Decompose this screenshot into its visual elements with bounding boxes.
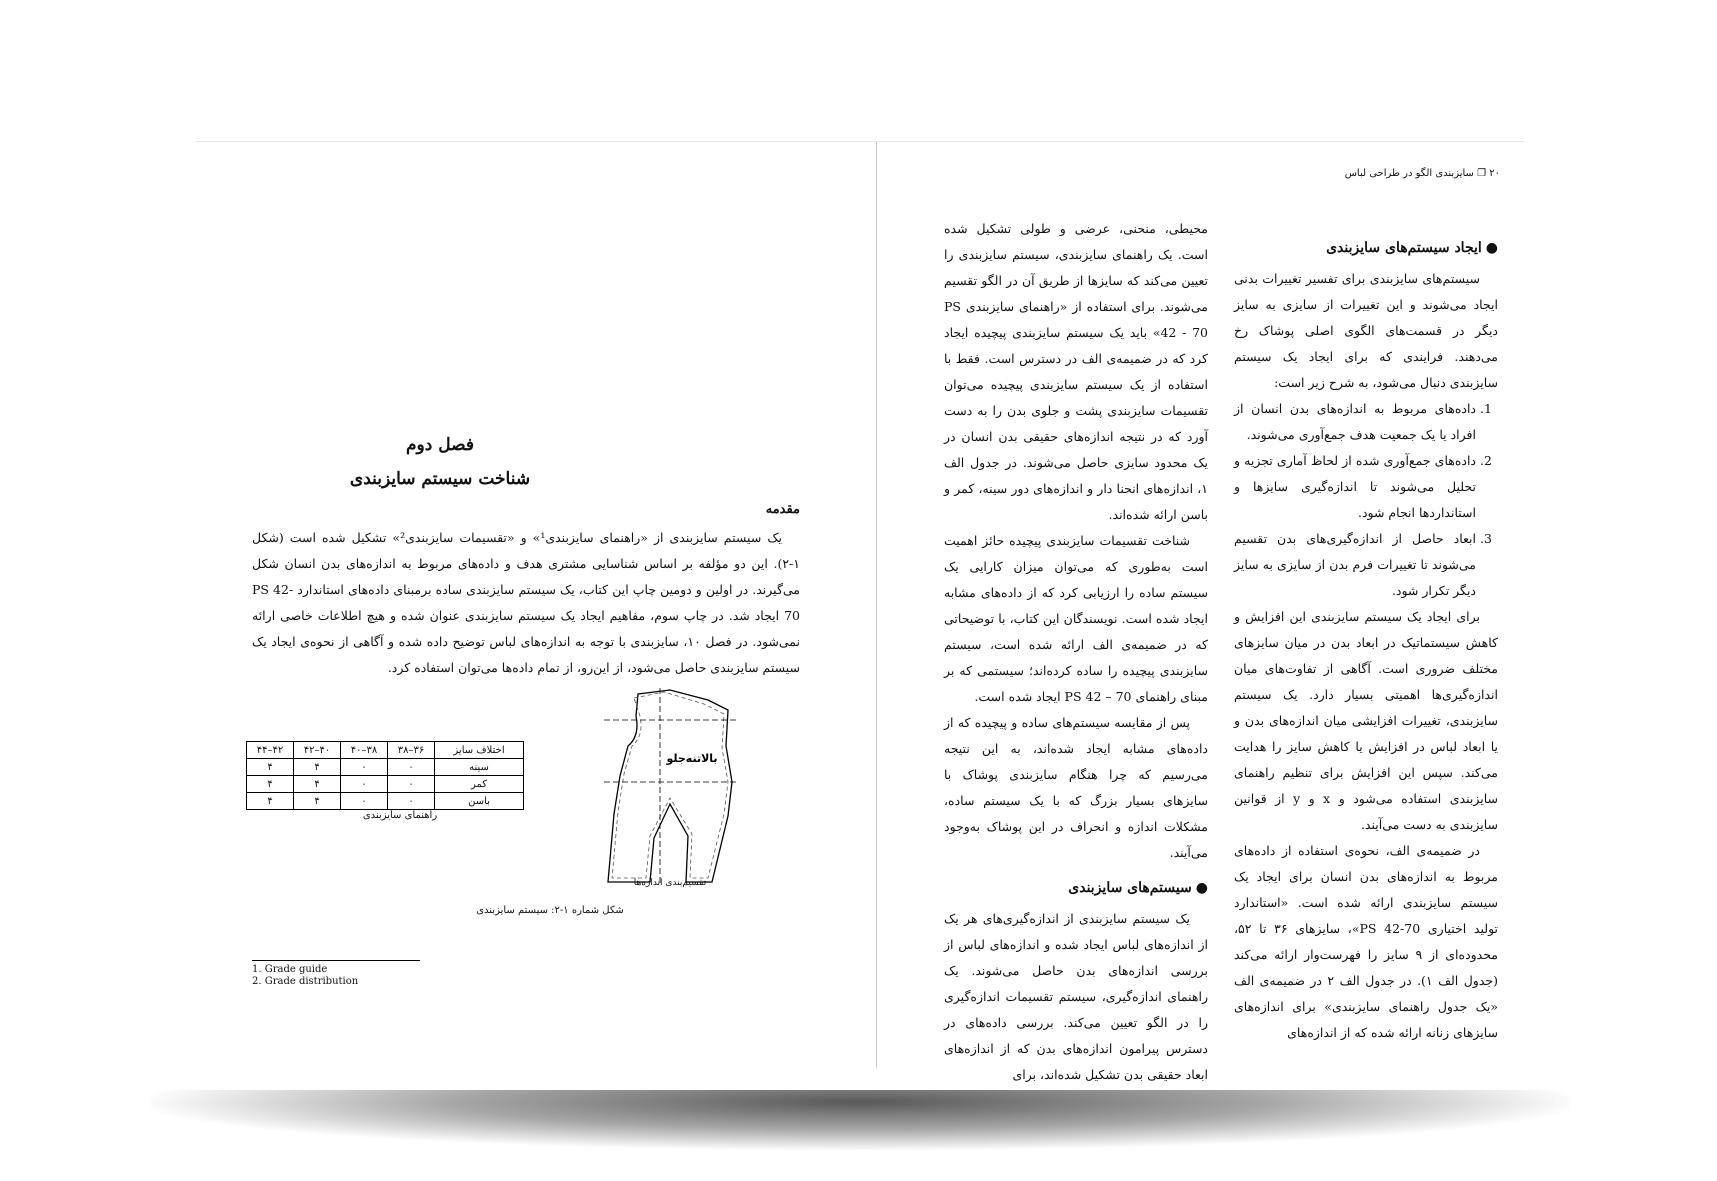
table-header-cell: ۳۸–۴۰: [341, 742, 388, 759]
table-cell: کمر: [435, 776, 524, 793]
section-heading-text: ایجاد سیستم‌های سایزبندی: [1326, 240, 1482, 256]
table-cell: ۰: [341, 776, 388, 793]
table-cell: ۰: [341, 793, 388, 810]
table-cell: ۰: [388, 793, 435, 810]
bullet-icon: ●: [1485, 240, 1498, 256]
bullet-icon: ●: [1195, 880, 1208, 896]
table-cell: ۰: [388, 759, 435, 776]
figure-caption: شکل شماره ۱-۲: سیستم سایزبندی: [476, 905, 624, 916]
pattern-outline: [608, 690, 732, 882]
table-row: [247, 776, 524, 793]
grade-guide-table: [246, 741, 524, 810]
table-header-cell: ۳۶–۳۸: [388, 742, 435, 759]
bodice-pattern-figure: [600, 686, 742, 888]
table-cell: ۴: [294, 776, 341, 793]
paragraph: پس از مقایسه سیستم‌های ساده و پیچیده که از داده‌های مشابه ایجاد شده‌اند، به این نتیجه می‌رسیم که چرا هنگام سایزبندی پوشاک با سایزهای بسیار بزرگ که با یک سیستم ساده، مشکلات اندازه و انحراف در این پوشاک به‌وجود می‌آیند.: [944, 715, 1208, 860]
paragraph: سیستم‌های سایزبندی برای تفسیر تغییرات بدنی ایجاد می‌شوند و این تغییرات از سایزی به سایز دیگر در قسمت‌های الگوی اصلی پوشاک رخ می‌دهند. فرایندی که برای ایجاد یک سیستم سایزبندی دنبال می‌شود، به شرح زیر است:: [1234, 271, 1498, 390]
paragraph: برای ایجاد یک سیستم سایزبندی این افزایش و کاهش سیستماتیک در ابعاد بدن در میان سایزهای مختلف ضروری است. آگاهی از تفاوت‌های میان اندازه‌گیری‌ها اهمیتی بسیار دارد. یک سیستم سایزبندی، تغییرات افزایشی میان اندازه‌های بدن و یا ابعاد لباس در افزایش یا کاهش سایز را هدایت می‌کند. سپس این افزایش برای تنظیم راهنمای سایزبندی استفاده می‌شود و x و y از قوانین سایزبندی به دست می‌آیند.: [1234, 609, 1498, 832]
paragraph: محیطی، منحنی، عرضی و طولی تشکیل شده است. یک راهنمای سایزبندی، سیستم سایزبندی را تعیین می‌کند که سایزها از طریق آن در الگو تقسیم می‌شوند. برای استفاده از «راهنمای سایزبندی PS 42 - 70» باید یک سیستم سایزبندی پیچیده ایجاد کرد که در ضمیمه‌ی الف در دسترس است. فقط با استفاده از یک سیستم سایزبندی پیچیده می‌توان تقسیمات سایزبندی پشت و جلوی بدن را به دست آورد که در نتیجه اندازه‌های حقیقی بدن انسان در یک محدود سایزی حاصل می‌شوند. در جدول الف ۱، اندازه‌های انحنا دار و اندازه‌های دور سینه، کمر و باسن ارائه شده‌اند.: [944, 221, 1208, 522]
section-heading-text: سیستم‌های سایزبندی: [1068, 880, 1192, 896]
pattern-caption: تقسیم‌بندی اندازه‌ها: [633, 878, 707, 888]
right-page-column-right: [1234, 226, 1498, 1046]
intro-paragraph: یک سیستم سایزبندی از «راهنمای سایزبندی¹» و «تقسیمات سایزبندی²» تشکیل شده است (شکل ۱-۲). این دو مؤلفه بر اساس شناسایی مشتری هدف و داده‌های مربوط به اندازه‌های بدن انسان شکل می‌گیرند. در اولین و دومین چاپ این کتاب، یک سیستم سایزبندی ساده برمبنای داده‌های استاندارد PS 42-70 ایجاد شد. در چاپ سوم، مفاهیم ایجاد یک سیستم سایزبندی عنوان شده و هیچ اطلاعات خاصی ارائه نمی‌شود. در فصل ۱۰، سایزبندی با توجه به اندازه‌های لباس توضیح داده شده و آگاهی از نحوه‌ی ایجاد یک سیستم سایزبندی حاصل می‌شود، از این‌رو، از تمام داده‌ها می‌توان استفاده کرد.: [252, 530, 801, 675]
table-header-row: [247, 742, 524, 759]
paragraph: در ضمیمه‌ی الف، نحوه‌ی استفاده از داده‌های مربوط به اندازه‌های بدن انسان برای ایجاد یک سیستم سایزبندی ارائه شده است. «استاندارد تولید اختیاری PS 42-70»، سایزهای ۳۶ تا ۵۲، محدوده‌ای از ۹ سایز را فهرست‌وار ارائه می‌کند (جدول الف ۱). در جدول الف ۲ در ضمیمه‌ی الف «یک جدول راهنمای سایزبندی» برای اندازه‌های سایزهای زنانه ارائه شده که از اندازه‌های: [1234, 843, 1499, 1040]
running-head: ۲۰ ❐ سایزبندی الگو در طراحی لباس: [1344, 168, 1500, 179]
table-header-cell: ۴۰–۴۲: [294, 742, 341, 759]
table-cell: ۴: [294, 793, 341, 810]
page-gutter: [876, 142, 877, 1068]
pattern-label: بالاتنه‌جلو: [666, 752, 718, 765]
table-cell: ۴: [247, 776, 294, 793]
table-cell: سینه: [435, 759, 524, 776]
chapter-heading: [250, 428, 630, 496]
table-row: [247, 793, 524, 810]
table-cell: باسن: [435, 793, 524, 810]
list-item: 3. ابعاد حاصل از اندازه‌گیری‌های بدن تقسیم می‌شوند تا تغییرات فرم بدن از سایزی به سایز دیگر تکرار شود.: [1234, 526, 1476, 604]
process-list: [1234, 396, 1498, 604]
table-row: [247, 759, 524, 776]
table-cell: ۴: [247, 793, 294, 810]
chapter-title: شناخت سیستم سایزبندی: [349, 469, 531, 489]
list-item: 1. داده‌های مربوط به اندازه‌های بدن انسان از افراد یا یک جمعیت هدف جمع‌آوری می‌شوند.: [1234, 396, 1476, 448]
book-shadow: [150, 1090, 1570, 1150]
right-page-column-left: [944, 216, 1208, 1088]
section-heading: [1234, 236, 1498, 260]
intro-heading: مقدمه: [765, 502, 800, 517]
table-cell: ۰: [388, 776, 435, 793]
table-caption: راهنمای سایزبندی: [362, 810, 438, 821]
footnote-item: 1. Grade guide: [252, 964, 328, 975]
intro-section: [252, 502, 800, 681]
footnote-item: 2. Grade distribution: [252, 976, 359, 987]
section-heading: [944, 876, 1208, 900]
footnote-rule: [252, 960, 420, 961]
paragraph: یک سیستم سایزبندی از اندازه‌گیری‌های هر یک از اندازه‌های لباس ایجاد شده و اندازه‌های لباس از بررسی اندازه‌های بدن حاصل می‌شوند. یک راهنمای اندازه‌گیری، سیستم تقسیمات اندازه‌گیری را در الگو تعیین می‌کند. بررسی داده‌های در دسترس پیرامون اندازه‌های بدن که از اندازه‌های ابعاد حقیقی بدن تشکیل شده‌اند، برای: [944, 911, 1208, 1082]
footnotes: [252, 964, 358, 988]
table-cell: ۴: [294, 759, 341, 776]
table-cell: ۰: [341, 759, 388, 776]
table-header-cell: اختلاف سایز: [435, 742, 524, 759]
table-header-cell: ۴۲–۴۴: [247, 742, 294, 759]
chapter-number: فصل دوم: [406, 435, 474, 455]
list-item: 2. داده‌های جمع‌آوری شده از لحاظ آماری تجزیه و تحلیل می‌شوند تا اندازه‌گیری سایزها و استانداردها انجام شود.: [1234, 448, 1476, 526]
table-cell: ۴: [247, 759, 294, 776]
paragraph: شناخت تقسیمات سایزبندی پیچیده حائز اهمیت است به‌طوری که می‌توان میزان کارایی یک سیستم ساده را ارزیابی کرد که از داده‌های مشابه ایجاد شده است. نویسندگان این کتاب، با توضیحاتی که در ضمیمه‌ی الف ارائه شده است، سیستم سایزبندی پیچیده را ساده کرده‌اند؛ سیستمی که بر مبنای راهنمای PS 42 – 70 ایجاد شده است.: [944, 533, 1208, 704]
